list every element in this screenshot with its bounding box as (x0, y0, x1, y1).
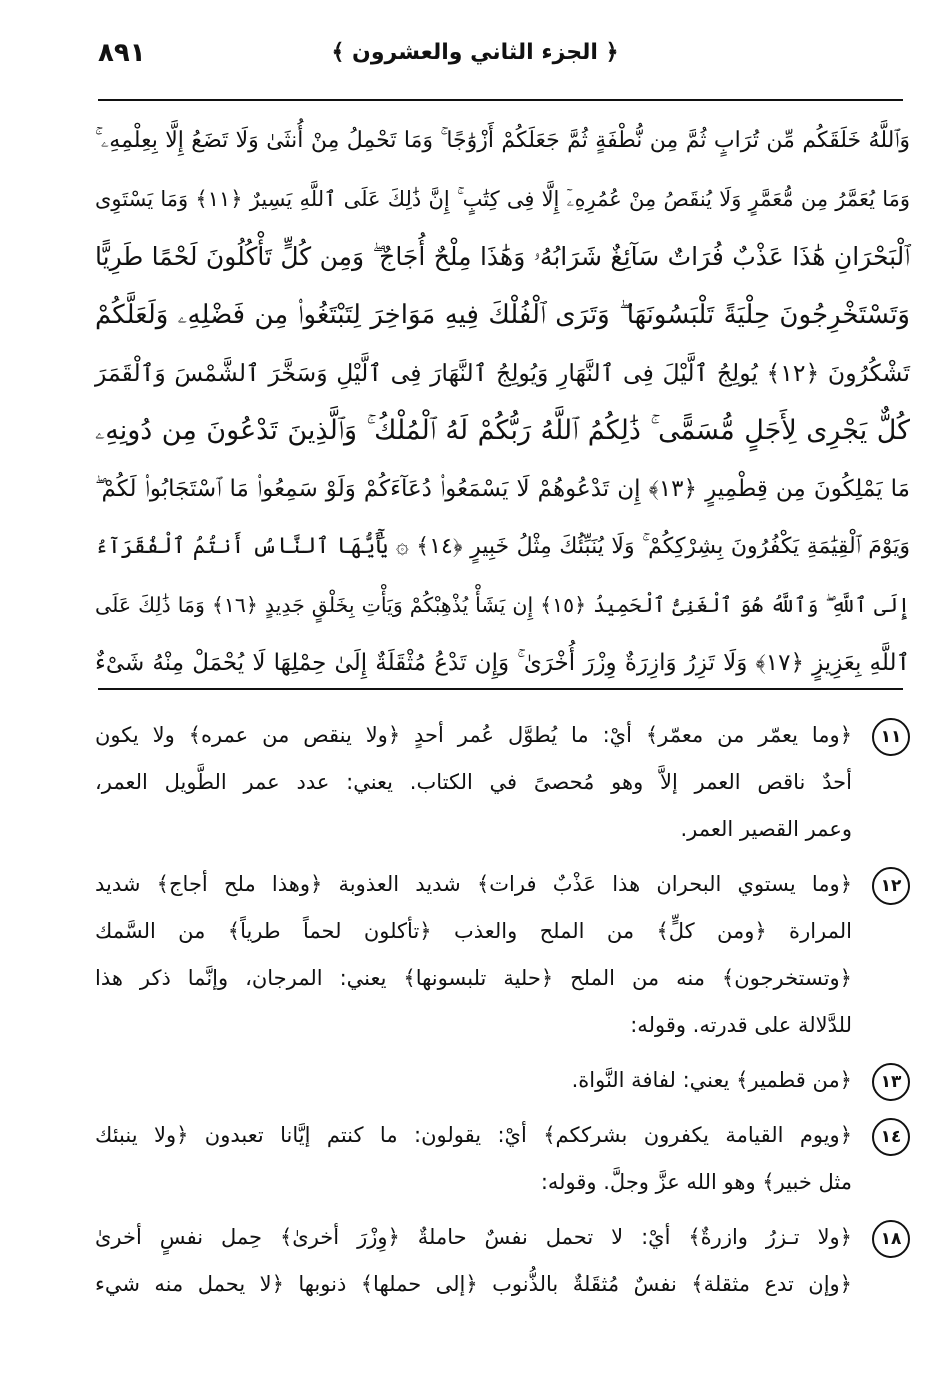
commentary-block (95, 712, 910, 1316)
note-line: ﴿ويوم القيامة يكفرون بشرككم﴾ أيْ: يقولون: ما كنتم إيَّانا تعبدون ﴿ولا ينبئك (95, 1123, 852, 1147)
verse-line: وَٱللَّهُ خَلَقَكُم مِّن تُرَابٍ ثُمَّ مِن نُّطْفَةٍ ثُمَّ جَعَلَكُمْ أَزْوَٰجًا ۚ وَمَا تَحْمِلُ مِنْ أُنثَىٰ وَلَا تَضَعُ إِلَّا بِعِلْمِهِۦ ۚ (95, 128, 910, 153)
verse-line: تَشْكُرُونَ ﴿١٢﴾ يُولِجُ ٱلَّيْلَ فِى ٱلنَّهَارِ وَيُولِجُ ٱلنَّهَارَ فِى ٱلَّيْلِ وَسَخَّرَ ٱلشَّمْسَ وَٱلْقَمَرَ (95, 359, 910, 387)
verse-line: ٱللَّهِ بِعَزِيزٍ ﴿١٧﴾ وَلَا تَزِرُ وَازِرَةٌ وِزْرَ أُخْرَىٰ ۚ وَإِن تَدْعُ مُثْقَلَةٌ إِلَىٰ حِمْلِهَا لَا يُحْمَلْ مِنْهُ شَىْءٌ (95, 650, 910, 676)
note-line: ﴿وتستخرجون﴾ منه من الملح ﴿حلية تلبسونها﴾ يعني: المرجان، وإنَّما ذكر هذا (95, 966, 852, 990)
commentary-note (95, 861, 910, 1049)
verse-number-marker: ١٤ (872, 1118, 910, 1156)
verse-line: إِلَى ٱللَّهِ ۖ وَٱللَّهُ هُوَ ٱلْغَنِىُّ ٱلْحَمِيدُ ﴿١٥﴾ إِن يَشَأْ يُذْهِبْكُمْ وَيَأْتِ بِخَلْقٍ جَدِيدٍ ﴿١٦﴾ وَمَا ذَٰلِكَ عَلَى (95, 593, 910, 617)
commentary-note (95, 1214, 910, 1308)
note-line: ﴿من قطمير﴾ يعني: لفافة النَّواة. (571, 1068, 852, 1092)
note-line: وعمر القصير العمر. (680, 817, 852, 841)
note-line: ﴿وما يعمّر من معمّر﴾ أيْ: ما يُطوَّل عُمر أحدٍ ﴿ولا ينقص من عمره﴾ ولا يكون (95, 723, 852, 747)
commentary-note (95, 1112, 910, 1206)
header-rule (98, 99, 903, 101)
commentary-divider (98, 688, 903, 690)
note-line: أحدٌ ناقص العمر إلاَّ وهو مُحصىً في الكتاب. يعني: عدد عمر الطَّويل العمر، (95, 770, 852, 794)
note-line: ﴿وإن تدع مثقلة﴾ نفسٌ مُثقَلةٌ بالذُّنوب ﴿إلى حملها﴾ ذنوبها ﴿لا يحمل منه شيء (95, 1272, 852, 1296)
note-line: المرارة ﴿ومن كلٍّ﴾ من الملح والعذب ﴿تأكلون لحماً طرياً﴾ من السَّمك (95, 919, 852, 943)
verse-line: وَتَسْتَخْرِجُونَ حِلْيَةً تَلْبَسُونَهَا ۖ وَتَرَى ٱلْفُلْكَ فِيهِ مَوَاخِرَ لِتَبْتَغُوا۟ مِن فَضْلِهِۦ وَلَعَلَّكُمْ (95, 300, 910, 330)
verse-number-marker: ١٢ (872, 867, 910, 905)
quran-text-block (95, 112, 910, 692)
verse-line: ٱلْبَحْرَانِ هَٰذَا عَذْبٌ فُرَاتٌ سَآئِغٌ شَرَابُهُۥ وَهَٰذَا مِلْحٌ أُجَاجٌ ۖ وَمِن كُلٍّ تَأْكُلُونَ لَحْمًا طَرِيًّا (95, 242, 910, 271)
verse-line: كُلٌّ يَجْرِى لِأَجَلٍ مُّسَمًّى ۚ ذَٰلِكُمُ ٱللَّهُ رَبُّكُمْ لَهُ ٱلْمُلْكُ ۚ وَٱلَّذِينَ تَدْعُونَ مِن دُونِهِۦ (95, 415, 910, 446)
verse-line: وَمَا يُعَمَّرُ مِن مُّعَمَّرٍ وَلَا يُنقَصُ مِنْ عُمُرِهِۦٓ إِلَّا فِى كِتَٰبٍ ۚ إِنَّ ذَٰلِكَ عَلَى ٱللَّهِ يَسِيرٌ ﴿١١﴾ وَمَا يَسْتَوِى (95, 187, 910, 211)
verse-number-marker: ١٣ (872, 1063, 910, 1101)
verse-number-marker: ١١ (872, 718, 910, 756)
verse-number-marker: ١٨ (872, 1220, 910, 1258)
commentary-note (95, 1057, 910, 1104)
page-number: ٨٩١ (98, 38, 146, 68)
note-line: ﴿وما يستوي البحران هذا عَذْبٌ فرات﴾ شديد العذوبة ﴿وهذا ملح أجاج﴾ شديد (95, 872, 852, 896)
note-line: ﴿ولا تـزرُ وازرةٌ﴾ أيْ: لا تحمل نفسٌ حاملةٌ ﴿وِزْرَ أخرىٰ﴾ حِمل نفسٍ أخرىٰ (95, 1225, 852, 1249)
running-title: ﴿ الجزء الثاني والعشرون ﴾ (331, 40, 619, 65)
verse-line: وَيَوْمَ ٱلْقِيَٰمَةِ يَكْفُرُونَ بِشِرْكِكُمْ ۚ وَلَا يُنَبِّئُكَ مِثْلُ خَبِيرٍ ﴿١٤﴾ ۞ يَٰٓأَيُّهَا ٱلنَّاسُ أَنتُمُ ٱلْفُقَرَآءُ (95, 534, 911, 559)
note-line: مثل خبير﴾ وهو الله عزَّ وجلَّ. وقوله: (540, 1170, 852, 1194)
commentary-note (95, 712, 910, 853)
verse-line: مَا يَمْلِكُونَ مِن قِطْمِيرٍ ﴿١٣﴾ إِن تَدْعُوهُمْ لَا يَسْمَعُوا۟ دُعَآءَكُمْ وَلَوْ سَمِعُوا۟ مَا ٱسْتَجَابُوا۟ لَكُمْ ۖ (95, 476, 911, 502)
note-line: للدَّلالة على قدرته. وقوله: (630, 1013, 852, 1037)
